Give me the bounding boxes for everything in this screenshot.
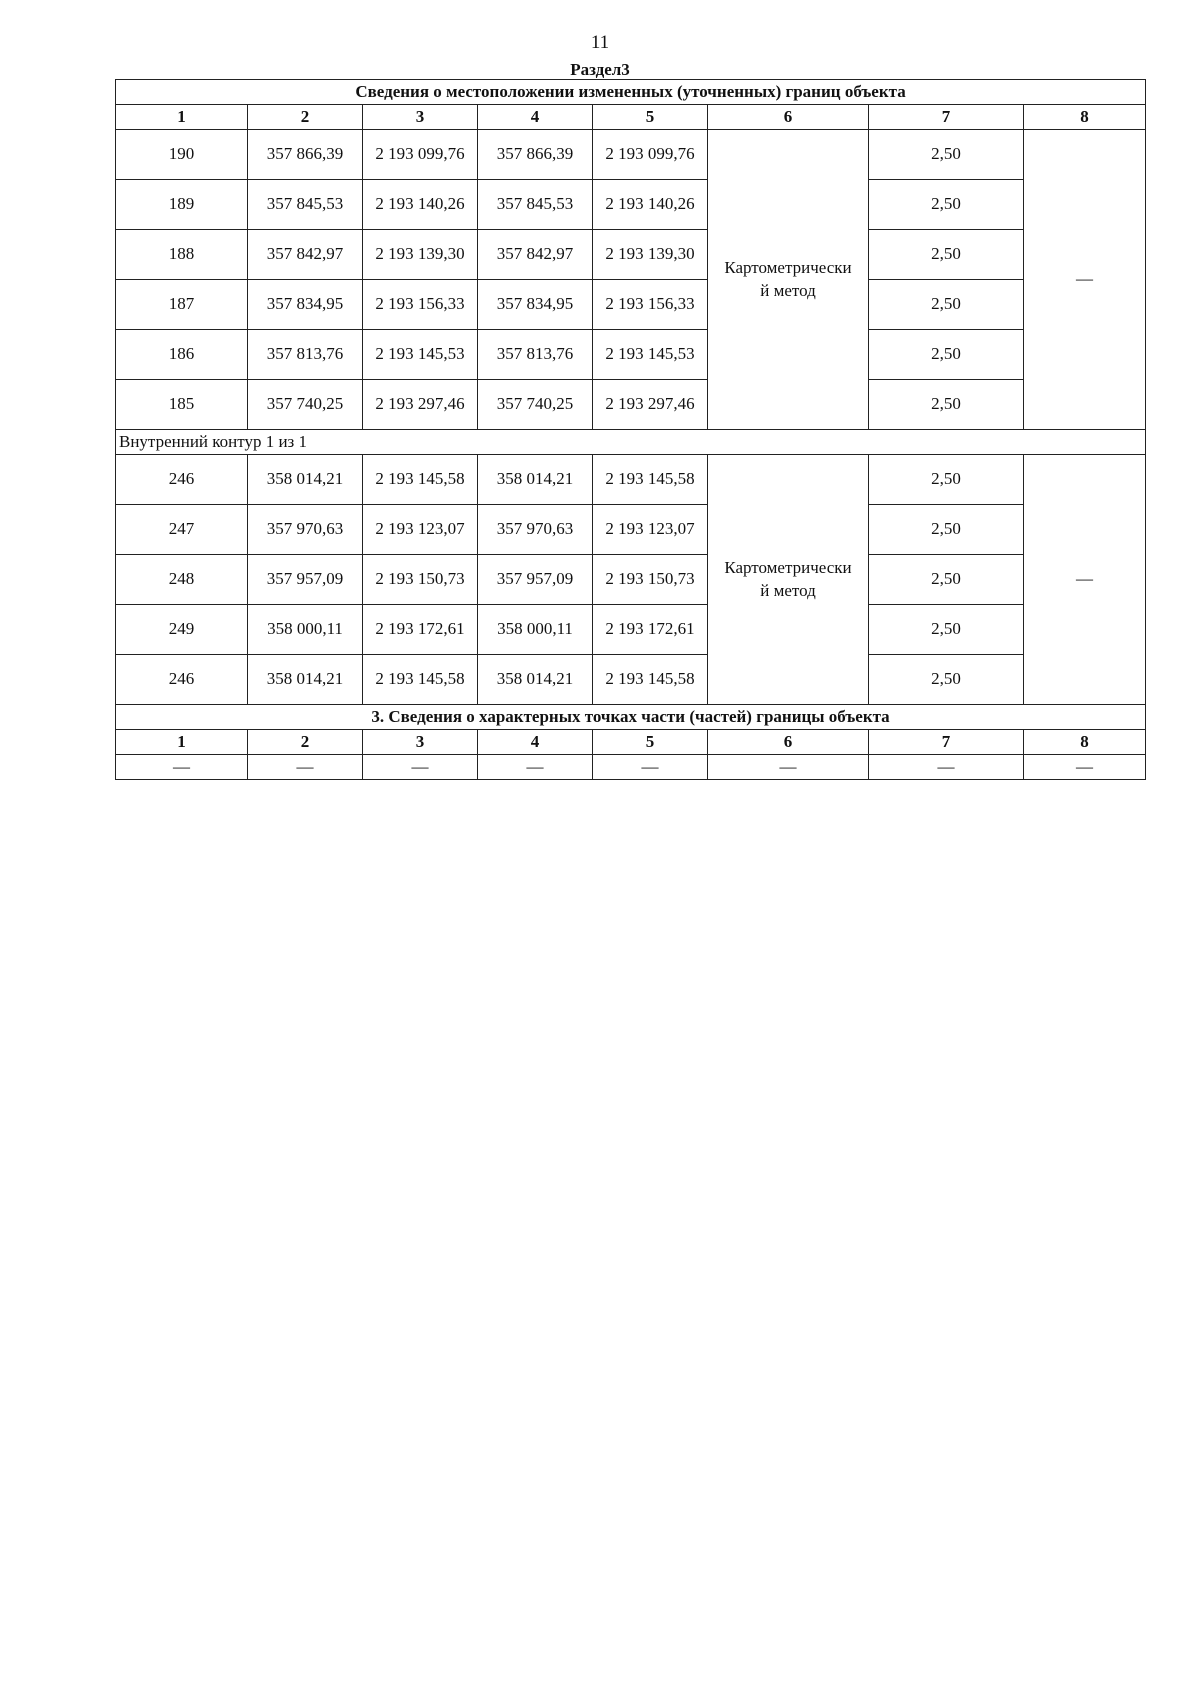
table-cell: 2 193 150,73: [363, 555, 478, 605]
column-header: 8: [1024, 105, 1146, 130]
table-cell: 357 866,39: [248, 130, 363, 180]
accuracy-cell: 2,50: [869, 230, 1024, 280]
table-cell: 357 813,76: [478, 330, 593, 380]
table-cell: 357 834,95: [248, 280, 363, 330]
dash-cell: —: [116, 755, 248, 780]
col8-cell: —: [1024, 130, 1146, 430]
column-header: 2: [248, 105, 363, 130]
table-cell: 249: [116, 605, 248, 655]
method-text-line2: й метод: [760, 580, 816, 600]
table-cell: 357 957,09: [478, 555, 593, 605]
table-cell: 357 845,53: [248, 180, 363, 230]
dash-cell: —: [248, 755, 363, 780]
point-row: [116, 555, 1146, 605]
table-cell: 357 842,97: [478, 230, 593, 280]
table-cell: 2 193 139,30: [593, 230, 708, 280]
table-cell: 357 845,53: [478, 180, 593, 230]
point-row: [116, 380, 1146, 430]
dash-cell: —: [708, 755, 869, 780]
method-text-line2: й метод: [760, 280, 816, 300]
column-header: 5: [593, 105, 708, 130]
measurement-method-cell: [708, 130, 869, 430]
accuracy-cell: 2,50: [869, 380, 1024, 430]
page-number: 11: [590, 32, 610, 53]
table-cell: 358 014,21: [478, 655, 593, 705]
boundary-table: [115, 79, 1146, 780]
table-cell: 190: [116, 130, 248, 180]
table-cell: 2 193 156,33: [363, 280, 478, 330]
caption-row: [116, 80, 1146, 105]
table-cell: 357 970,63: [248, 505, 363, 555]
table-cell: 357 740,25: [478, 380, 593, 430]
table-cell: 2 193 297,46: [363, 380, 478, 430]
table-cell: 246: [116, 455, 248, 505]
boundary-table-body: [116, 80, 1146, 780]
table-cell: 357 813,76: [248, 330, 363, 380]
accuracy-cell: 2,50: [869, 555, 1024, 605]
point-row: [116, 180, 1146, 230]
point-row: [116, 655, 1146, 705]
table-cell: 358 014,21: [248, 655, 363, 705]
accuracy-cell: 2,50: [869, 330, 1024, 380]
table-cell: 246: [116, 655, 248, 705]
point-row: [116, 455, 1146, 505]
column-header: 6: [708, 730, 869, 755]
table-cell: 2 193 297,46: [593, 380, 708, 430]
table-cell: 357 970,63: [478, 505, 593, 555]
point-row: [116, 505, 1146, 555]
table-cell: 247: [116, 505, 248, 555]
method-text-line1: Картометрически: [724, 257, 852, 277]
column-header: 1: [116, 730, 248, 755]
table-cell: 2 193 145,58: [593, 655, 708, 705]
column-header: 1: [116, 105, 248, 130]
accuracy-cell: 2,50: [869, 180, 1024, 230]
table-cell: 358 014,21: [478, 455, 593, 505]
table-cell: 2 193 172,61: [593, 605, 708, 655]
col8-cell: —: [1024, 455, 1146, 705]
table-cell: 248: [116, 555, 248, 605]
parts-header-row: [116, 730, 1146, 755]
table-caption: Сведения о местоположении измененных (уточненных) границ объекта: [116, 80, 1146, 105]
header-row: [116, 105, 1146, 130]
point-row: [116, 130, 1146, 180]
table-cell: 186: [116, 330, 248, 380]
point-row: [116, 280, 1146, 330]
table-cell: 358 000,11: [248, 605, 363, 655]
table-cell: 2 193 140,26: [593, 180, 708, 230]
table-cell: 357 834,95: [478, 280, 593, 330]
table-cell: 2 193 139,30: [363, 230, 478, 280]
column-header: 7: [869, 105, 1024, 130]
table-cell: 358 000,11: [478, 605, 593, 655]
table-cell: 357 866,39: [478, 130, 593, 180]
dash-cell: —: [363, 755, 478, 780]
column-header: 5: [593, 730, 708, 755]
table-cell: 2 193 145,53: [593, 330, 708, 380]
table-cell: 357 842,97: [248, 230, 363, 280]
parts-caption: 3. Сведения о характерных точках части (частей) границы объекта: [116, 705, 1146, 730]
contour-row: [116, 430, 1146, 455]
accuracy-cell: 2,50: [869, 130, 1024, 180]
table-cell: 2 193 156,33: [593, 280, 708, 330]
column-header: 3: [363, 105, 478, 130]
parts-row: [116, 755, 1146, 780]
table-cell: 2 193 099,76: [363, 130, 478, 180]
table-cell: 2 193 099,76: [593, 130, 708, 180]
accuracy-cell: 2,50: [869, 505, 1024, 555]
table-cell: 185: [116, 380, 248, 430]
dash-cell: —: [478, 755, 593, 780]
table-cell: 358 014,21: [248, 455, 363, 505]
column-header: 4: [478, 730, 593, 755]
column-header: 7: [869, 730, 1024, 755]
table-cell: 189: [116, 180, 248, 230]
column-header: 4: [478, 105, 593, 130]
table-cell: 2 193 123,07: [363, 505, 478, 555]
accuracy-cell: 2,50: [869, 455, 1024, 505]
table-cell: 357 740,25: [248, 380, 363, 430]
table-cell: 2 193 150,73: [593, 555, 708, 605]
measurement-method-cell: [708, 455, 869, 705]
column-header: 8: [1024, 730, 1146, 755]
table-cell: 2 193 140,26: [363, 180, 478, 230]
accuracy-cell: 2,50: [869, 605, 1024, 655]
accuracy-cell: 2,50: [869, 655, 1024, 705]
parts-caption-row: [116, 705, 1146, 730]
table-cell: 357 957,09: [248, 555, 363, 605]
method-text-line1: Картометрически: [724, 557, 852, 577]
dash-cell: —: [869, 755, 1024, 780]
dash-cell: —: [593, 755, 708, 780]
column-header: 6: [708, 105, 869, 130]
table-cell: 2 193 145,58: [363, 655, 478, 705]
dash-cell: —: [1024, 755, 1146, 780]
point-row: [116, 605, 1146, 655]
table-cell: 2 193 145,58: [363, 455, 478, 505]
column-header: 3: [363, 730, 478, 755]
table-cell: 187: [116, 280, 248, 330]
table-cell: 188: [116, 230, 248, 280]
table-cell: 2 193 172,61: [363, 605, 478, 655]
table-cell: 2 193 123,07: [593, 505, 708, 555]
section-title: Раздел3: [570, 60, 630, 79]
table-cell: 2 193 145,58: [593, 455, 708, 505]
column-header: 2: [248, 730, 363, 755]
accuracy-cell: 2,50: [869, 280, 1024, 330]
table-cell: 2 193 145,53: [363, 330, 478, 380]
point-row: [116, 330, 1146, 380]
point-row: [116, 230, 1146, 280]
inner-contour-label: Внутренний контур 1 из 1: [116, 430, 1146, 455]
